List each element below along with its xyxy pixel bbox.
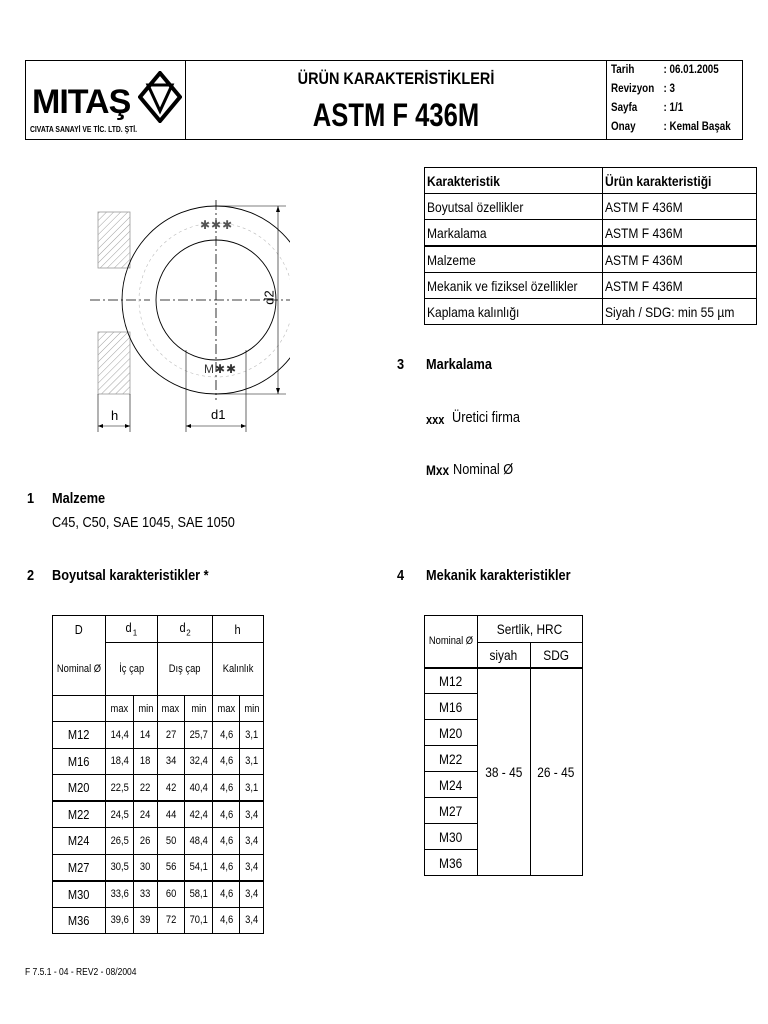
washer-drawing (90, 200, 290, 440)
table-row: M22 (425, 746, 583, 772)
section-4-title: Mekanik karakteristikler (426, 567, 571, 584)
table-row: M24 (425, 772, 583, 798)
table-row: Boyutsal özellikler ASTM F 436M (425, 194, 757, 220)
table-row: M12 38 - 45 26 - 45 (425, 668, 583, 694)
table-row: M16 (425, 694, 583, 720)
label-d1: d1 (211, 407, 226, 422)
dimensions-table (52, 615, 264, 934)
label-d2: d2 (261, 290, 277, 305)
company-logo: MITAŞ (32, 83, 131, 121)
table-row: M24 26,5 26 50 48,4 4,6 3,4 (53, 828, 264, 855)
characteristics-table (424, 167, 757, 325)
table-row: Mekanik ve fiziksel özellikler ASTM F 436M (425, 273, 757, 299)
marking-mxx-code: Mxx (426, 462, 450, 478)
mechanical-table (424, 615, 583, 876)
table-row: M36 (425, 850, 583, 876)
marking-bottom: M✱✱ (204, 362, 238, 376)
table-row: M27 30,5 30 56 54,1 4,6 3,4 (53, 854, 264, 881)
table-row: Markalama ASTM F 436M (425, 220, 757, 247)
table-header: max min max min max min (53, 696, 264, 722)
form-code: F 7.5.1 - 04 - REV2 - 08/2004 (25, 967, 137, 978)
table-header: Karakteristik Ürün karakteristiği (425, 168, 757, 194)
logo-emblem-icon (138, 71, 182, 123)
table-row: M22 24,5 24 44 42,4 4,6 3,4 (53, 801, 264, 828)
section-3-number: 3 (397, 356, 405, 373)
marking-mxx-text: Nominal Ø (453, 461, 514, 478)
marking-xxx-text: Üretici firma (452, 409, 521, 426)
meta-cell (607, 61, 742, 139)
table-row: Malzeme ASTM F 436M (425, 246, 757, 273)
table-row: M20 22,5 22 42 40,4 4,6 3,1 (53, 775, 264, 802)
table-row: M27 (425, 798, 583, 824)
table-row: Kaplama kalınlığı Siyah / SDG: min 55 µm (425, 299, 757, 325)
title-cell (186, 61, 607, 139)
table-row: M30 (425, 824, 583, 850)
meta-date: Tarih : 06.01.2005 (611, 62, 719, 76)
table-row: M16 18,4 18 34 32,4 4,6 3,1 (53, 748, 264, 775)
table-row: M36 39,6 39 72 70,1 4,6 3,4 (53, 907, 264, 934)
standard-title: ASTM F 436M (312, 97, 480, 133)
table-header: Nominal Ø Sertlik, HRC (425, 616, 583, 643)
table-header: D $d_1$ $d_2$ h (53, 616, 264, 643)
marking-top: ✱✱✱ (200, 218, 234, 232)
document-title: ÜRÜN KARAKTERİSTİKLERİ (297, 69, 495, 88)
meta-approval: Onay : Kemal Başak (611, 119, 731, 133)
section-4-number: 4 (397, 567, 405, 584)
section-2-title: Boyutsal karakteristikler * (52, 567, 209, 584)
meta-revision: Revizyon : 3 (611, 81, 675, 95)
section-bottom (98, 332, 130, 394)
document-header (25, 60, 743, 140)
label-h: h (111, 408, 119, 423)
table-row: M12 14,4 14 27 25,7 4,6 3,1 (53, 722, 264, 749)
section-1-title: Malzeme (52, 490, 106, 507)
marking-xxx-code: xxx (426, 412, 445, 427)
table-row: M20 (425, 720, 583, 746)
section-1-number: 1 (27, 490, 35, 507)
table-header: Nominal Ø İç çap Dış çap Kalınlık (53, 643, 264, 696)
meta-page: Sayfa : 1/1 (611, 100, 684, 114)
company-subtitle: CIVATA SANAYİ VE TİC. LTD. ŞTİ. (30, 125, 138, 134)
table-row: M30 33,6 33 60 58,1 4,6 3,4 (53, 881, 264, 908)
section-top (98, 212, 130, 268)
section-3-title: Markalama (426, 356, 492, 373)
section-2-number: 2 (27, 567, 35, 584)
logo-cell (26, 61, 186, 139)
table-header: siyah SDG (425, 643, 583, 668)
material-list: C45, C50, SAE 1045, SAE 1050 (52, 514, 235, 531)
